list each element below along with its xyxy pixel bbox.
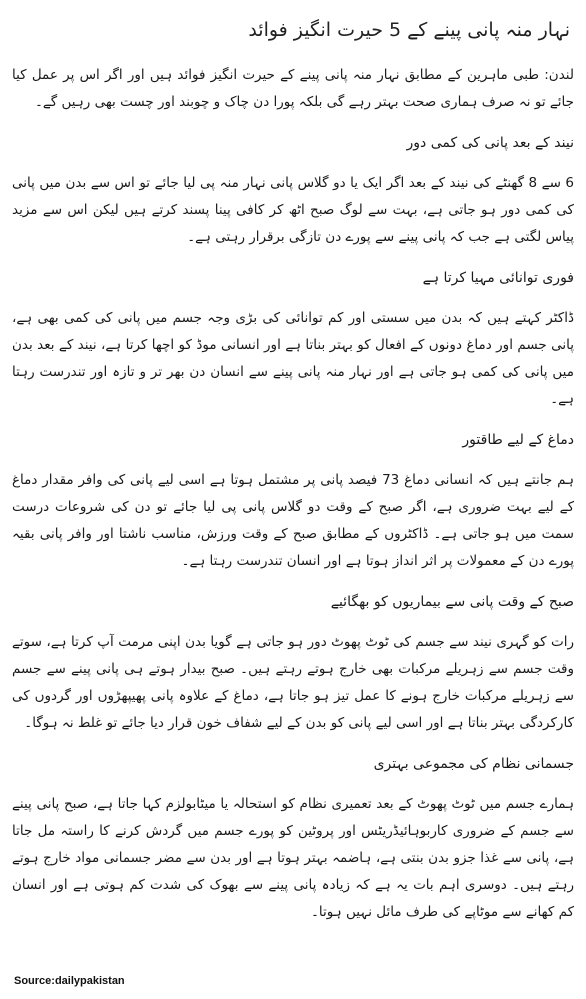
source-credit: Source:dailypakistan [14,975,125,987]
section-body-disease: رات کو گہری نیند سے جسم کی ٹوٹ پھوٹ دور ہو جاتی ہے گویا بدن اپنی مرمت آپ کرتا ہے، سوتے وقت جسم سے زہریلے مرکبات بھی خارج ہوتے رہتے ہیں۔ صبح بیدار ہوتے ہی پانی پینے سے جسم سے زہریلے مرکبات خارج ہونے کا عمل تیز ہو جاتا ہے، دماغ کے علاوہ پانی پھیپھڑوں اور گردوں کی کارکردگی بہتر بناتا ہے اور اسی لیے پانی کو بدن کے لیے شفاف خون قرار دیا جائے تو غلط نہ ہوگا۔ [12,634,574,731]
section-body-hydration: 6 سے 8 گھنٹے کی نیند کے بعد اگر ایک یا دو گلاس پانی نہار منہ پی لیا جائے تو اس سے بدن میں پانی کی کمی دور ہو جاتی ہے، بہت سے لوگ صبح اٹھ کر کافی پینا پسند کرتے ہیں لیکن اس سے مزید پیاس لگتی ہے جب کہ پانی پینے سے پورے دن تازگی برقرار رہتی ہے۔ [12,175,574,245]
section-body-energy: ڈاکٹر کہتے ہیں کہ بدن میں سستی اور کم توانائی کی بڑی وجہ جسم میں پانی کی کمی بھی ہے، پانی جسم اور دماغ دونوں کے افعال کو بہتر بناتا ہے اور انسانی موڈ کو اچھا کرتا ہے، نیند کے بعد بدن میں پانی کی کمی ہو جاتی ہے اور نہار منہ پانی پینے سے انسان دن بھر تر و تازہ اور تندرست رہتا ہے۔ [12,310,574,407]
section-body-metabolism: ہمارے جسم میں ٹوٹ پھوٹ کے بعد تعمیری نظام کو استحالہ یا میٹابولزم کہا جاتا ہے، صبح پانی پینے سے جسم کے ضروری کاربوہائیڈریٹس اور پروٹین کو پورے جسم میں گردش کرنے کا راستہ مل جاتا ہے، پانی سے غذا جزو بدن بنتی ہے، ہاضمہ بہتر ہوتا ہے اور بدن سے مضر جسمانی مواد خارج ہوتے رہتے ہیں۔ دوسری اہم بات یہ ہے کہ زیادہ پانی پینے سے بھوک کی شدت کم ہوتی ہے اور انسان کم کھانے سے موٹاپے کی طرف مائل نہیں ہوتا۔ [12,796,574,920]
intro-paragraph: لندن: طبی ماہرین کے مطابق نہار منہ پانی پینے کے حیرت انگیز فوائد ہیں اور اگر اس پر عمل کیا جائے تو نہ صرف ہماری صحت بہتر رہے گی بلکہ پورا دن چاک و چوبند اور چست بھی رہیں گے۔ [12,67,574,110]
section-heading-hydration: نیند کے بعد پانی کی کمی دور [406,135,574,151]
section-heading-disease: صبح کے وقت پانی سے بیماریوں کو بھگائیے [330,594,574,610]
section-heading-brain: دماغ کے لیے طاقتور [462,432,574,448]
section-heading-metabolism: جسمانی نظام کی مجموعی بہتری [373,756,574,772]
section-heading-energy: فوری توانائی مہیا کرتا ہے [422,270,574,286]
article-title: نہار منہ پانی پینے کے 5 حیرت انگیز فوائد [248,19,570,41]
section-body-brain: ہم جانتے ہیں کہ انسانی دماغ 73 فیصد پانی پر مشتمل ہوتا ہے اسی لیے پانی کی وافر مقدار دماغ کے لیے بہت ضروری ہے، اگر صبح کے وقت دو گلاس پانی پی لیا جائے تو دن کی شروعات درست سمت میں ہو جاتی ہے۔ ڈاکٹروں کے مطابق صبح کے وقت ورزش، مناسب ناشتا اور وافر پانی بقیہ پورے دن کے معمولات پر اثر انداز ہوتا ہے اور انسان تندرست رہتا ہے۔ [12,472,574,569]
